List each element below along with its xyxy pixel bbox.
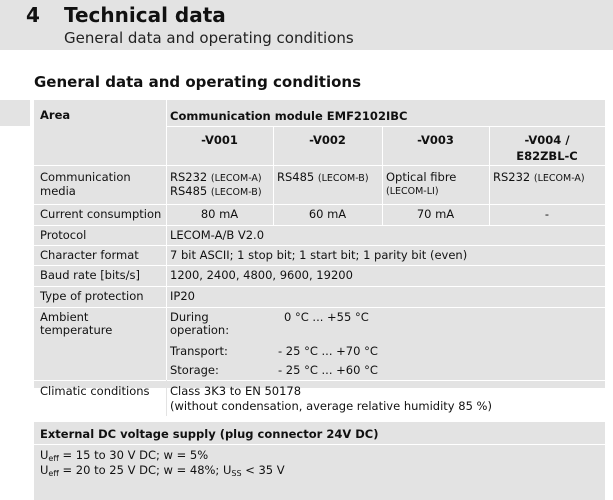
- row-divider: [34, 286, 605, 287]
- media-v001-line2: RS485 (LECOM-B): [170, 184, 262, 198]
- current-v001: 80 mA: [200, 207, 239, 221]
- row-divider: [34, 380, 605, 381]
- dc-supply-line1: $U_{eff} = 15$ to 30 V DC; w = 5%: [40, 448, 209, 463]
- current-v004: -: [544, 207, 550, 221]
- variant-v001: -V001: [201, 133, 238, 147]
- media-v001-line1: RS232 (LECOM-A): [170, 170, 262, 184]
- row-divider: [34, 165, 605, 166]
- variant-v002: -V002: [309, 133, 346, 147]
- media-v003-sub: (LECOM-LI): [386, 186, 439, 197]
- protocol-value: LECOM-A/B V2.0: [170, 228, 265, 242]
- baud-label: Baud rate [bits/s]: [40, 268, 141, 282]
- chapter-title: Technical data: [64, 3, 226, 27]
- variant-v004: -V004 /: [524, 133, 570, 147]
- char-format-label: Character format: [40, 248, 139, 262]
- current-v003: 70 mA: [416, 207, 455, 221]
- ambient-label-2: temperature: [40, 323, 113, 337]
- protocol-label: Protocol: [40, 228, 87, 242]
- margin-tab: [0, 100, 30, 126]
- media-v003: Optical fibre: [386, 170, 457, 184]
- variant-v003: -V003: [417, 133, 454, 147]
- row-divider: [34, 225, 605, 226]
- chapter-number: 4: [26, 3, 40, 27]
- ambient-label-1: Ambient: [40, 310, 89, 324]
- column-divider: [166, 380, 167, 416]
- variant-e82zbl: E82ZBL-C: [516, 149, 578, 163]
- char-format-value: 7 bit ASCII; 1 stop bit; 1 start bit; 1 parity bit (even): [170, 248, 468, 262]
- area-header: Area: [40, 108, 71, 122]
- row-divider: [34, 444, 605, 445]
- operation-label-1: During: [170, 310, 209, 324]
- media-v002: RS485 (LECOM-B): [277, 170, 369, 184]
- transport-value: - 25 °C ... +70 °C: [278, 344, 378, 358]
- module-header: Communication module EMF2102IBC: [170, 109, 408, 123]
- media-label-1: Communication: [40, 170, 131, 184]
- current-label: Current consumption: [40, 207, 162, 221]
- dc-supply-line2: $U_{eff} = 20$ to 25 V DC; w = 48%; $U_{SS} < 35$ V: [40, 463, 285, 478]
- row-divider: [34, 307, 605, 308]
- protection-label: Type of protection: [40, 289, 144, 303]
- operation-value: 0 °C ... +55 °C: [284, 310, 369, 324]
- row-divider: [166, 126, 605, 127]
- baud-value: 1200, 2400, 4800, 9600, 19200: [170, 268, 353, 282]
- climatic-line1: Class 3K3 to EN 50178: [170, 384, 302, 398]
- row-divider: [34, 265, 605, 266]
- climatic-line2: (without condensation, average relative humidity 85 %): [170, 399, 492, 413]
- operation-label-2: operation:: [170, 323, 230, 337]
- media-label-2: media: [40, 184, 76, 198]
- current-v002: 60 mA: [308, 207, 347, 221]
- storage-label: Storage:: [170, 363, 219, 377]
- row-divider: [34, 245, 605, 246]
- climatic-label: Climatic conditions: [40, 384, 150, 398]
- chapter-header: [0, 0, 613, 50]
- chapter-subtitle: General data and operating conditions: [64, 29, 354, 47]
- media-v004: RS232 (LECOM-A): [493, 170, 585, 184]
- dc-supply-header: External DC voltage supply (plug connector 24V DC): [40, 427, 379, 441]
- storage-value: - 25 °C ... +60 °C: [278, 363, 378, 377]
- transport-label: Transport:: [170, 344, 228, 358]
- section-heading: General data and operating conditions: [34, 73, 362, 91]
- protection-value: IP20: [170, 289, 195, 303]
- row-divider: [34, 204, 605, 205]
